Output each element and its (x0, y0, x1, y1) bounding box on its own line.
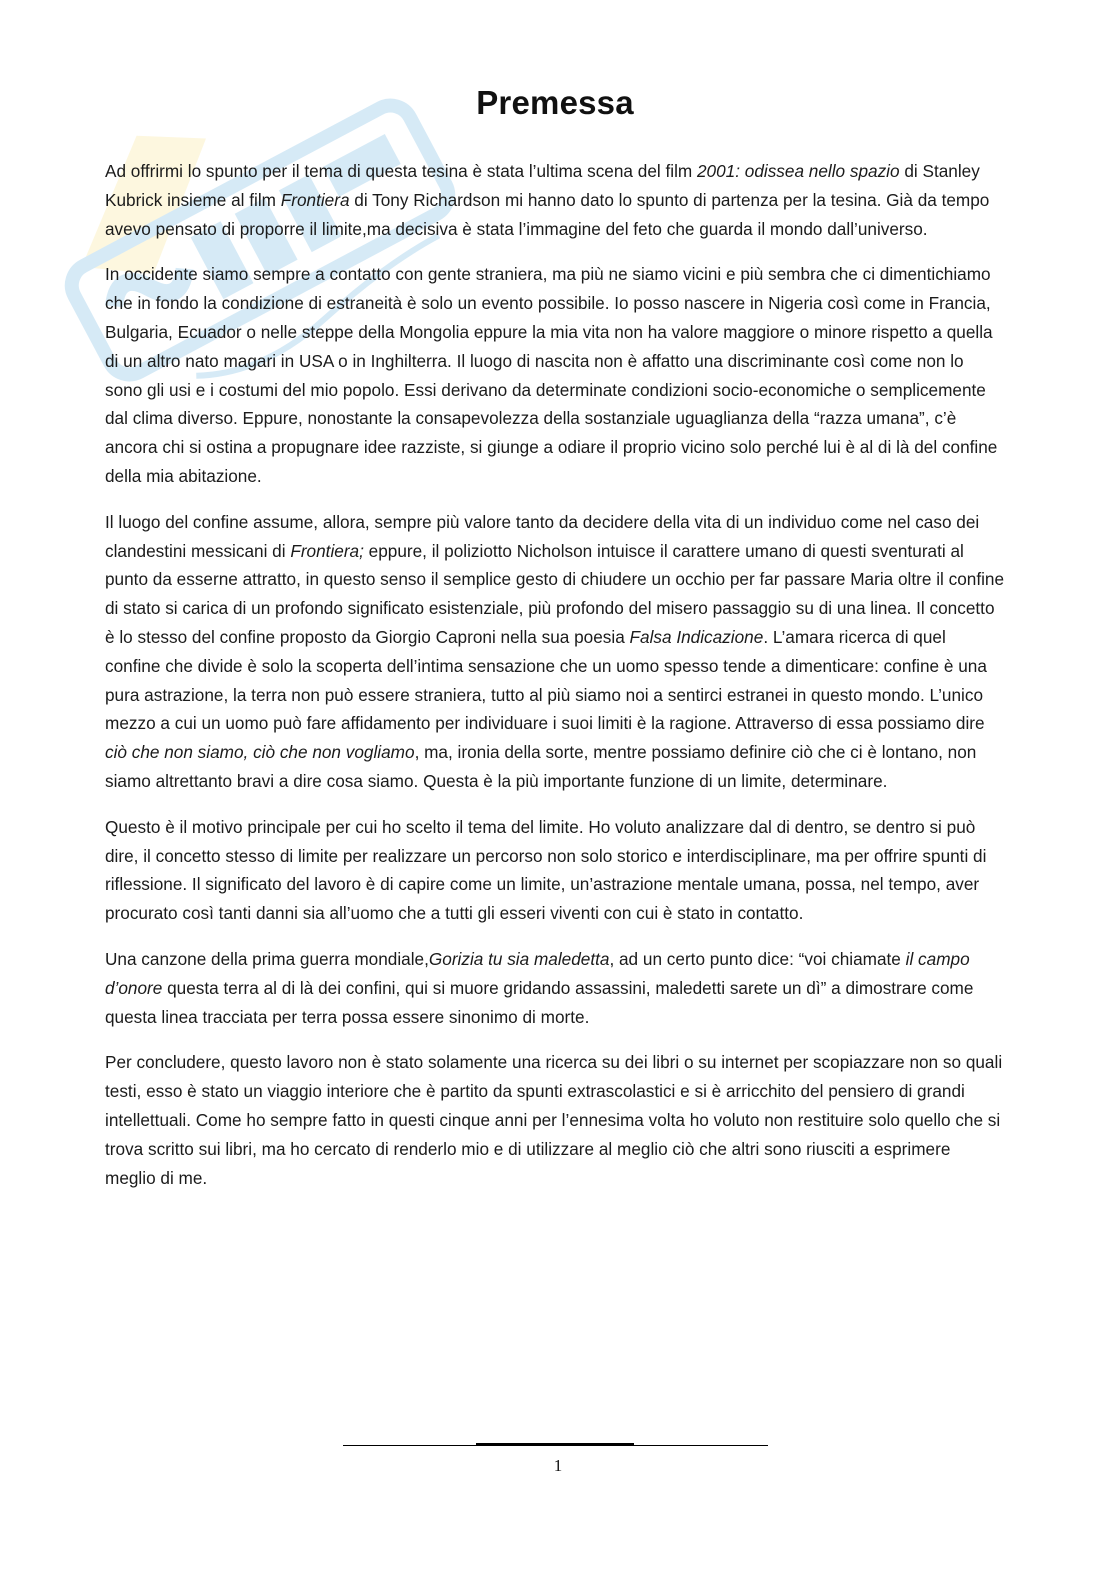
italic-title: ciò che non siamo, ciò che non vogliamo (105, 742, 415, 763)
italic-title: Gorizia tu sia maledetta (428, 948, 610, 969)
text-run: Per concludere, questo lavoro non è stato solamente una ricerca su dei libri o su internet per scopiazzare non so quali testi, esso è stato un viaggio interiore che è partito da spunti extrascolastici e si è arricchito del pensiero di grandi intellettuali. Come ho sempre fatto in questi cinque anni per l’ennesima volta ho voluto non restituire solo quello che si trova scritto sui libri, ma ho cercato di renderlo mio e di utilizzare al meglio ciò che altri sono riusciti a esprimere meglio di me. (105, 1052, 1003, 1188)
page-number: 1 (553, 1456, 563, 1475)
italic-title: Falsa Indicazione (629, 626, 764, 647)
text-run: questa terra al di là dei confini, qui si muore gridando assassini, maledetti sarete un dì” a dimostrare come questa linea tracciata per terra possa essere sinonimo di morte. (105, 977, 974, 1027)
footer-rule-accent (476, 1443, 634, 1445)
paragraph (105, 508, 1005, 796)
text-run: . L’amara ricerca di quel confine che divide è solo la scoperta dell’intima sensazione che un uomo spesso tende a dimenticare: confine è una pura astrazione, la terra non può essere straniera, tutto al più siamo noi a sentirci estranei in questo mondo. L’unico mezzo a cui un uomo può fare affidamento per individuare i suoi limiti è la ragione. Attraverso di essa possiamo dire (105, 626, 987, 734)
paragraph (105, 1048, 1005, 1192)
text-run: In occidente siamo sempre a contatto con gente straniera, ma più ne siamo vicini e più sembra che ci dimentichiamo che in fondo la condizione di estraneità è solo un evento possibile. Io posso nascere in Nigeria così come in Francia, Bulgaria, Ecuador o nelle steppe della Mongolia eppure la mia vita non ha valore maggiore o minore rispetto a quella di un altro nato magari in USA o in Inghilterra. Il luogo di nascita non è affatto una discriminante così come non lo sono gli usi e i costumi del mio popolo. Essi derivano da determinate condizioni socio-economiche o semplicemente dal clima diverso. Eppure, nonostante la consapevolezza della sostanziale uguaglianza della “razza umana”, c’è ancora chi si ostina a propugnare idee razziste, si giunge a odiare il proprio vicino solo perché lui è al di là del confine della mia abitazione. (105, 264, 998, 486)
paragraph (105, 813, 1005, 928)
document-page (105, 80, 1005, 1209)
text-run: di Stanley Kubrick insieme al film (105, 161, 980, 210)
footer-rule (343, 1445, 768, 1446)
paragraph (105, 260, 1005, 490)
paragraph (105, 945, 1005, 1031)
text-run: di Tony Richardson mi hanno dato lo spunto di partenza per la tesina. Già da tempo avevo pensato di proporre il limite,ma decisiva è stata l’immagine del feto che guarda il mondo dall’universo. (105, 189, 990, 239)
text-run: Una canzone della prima guerra mondiale, (105, 948, 429, 969)
text-run: , ma, ironia della sorte, mentre possiamo definire ciò che ci è lontano, non siamo altrettanto bravi a dire cosa siamo. Questa è la più importante funzione di un limite, determinare. (105, 742, 977, 791)
text-run: eppure, il poliziotto Nicholson intuisce il carattere umano di questi sventurati al punto da esserne attratto, in questo senso il semplice gesto di chiudere un occhio per far passare Maria oltre il confine di stato si carica di un profondo significato esistenziale, più profondo del misero passaggio su di una linea. Il concetto è lo stesso del confine proposto da Giorgio Caproni nella sua poesia (105, 540, 1005, 647)
text-run: Il luogo del confine assume, allora, sempre più valore tanto da decidere della vita di un individuo come nel caso dei clandestini messicani di (105, 511, 980, 561)
italic-title: il campo d’onore (105, 948, 970, 998)
page-title: Premessa (476, 84, 634, 121)
italic-title: Frontiera (280, 189, 350, 210)
text-run: Questo è il motivo principale per cui ho scelto il tema del limite. Ho voluto analizzare dal di dentro, se dentro si può dire, il concetto stesso di limite per realizzare un percorso non solo storico e interdisciplinare, ma per offrire spunti di riflessione. Il significato del lavoro è di capire come un limite, un’astrazione mentale umana, possa, nel tempo, aver procurato così tanti danni sia all’uomo che a tutti gli esseri viventi con cui è stato in contatto. (105, 816, 987, 924)
italic-title: Frontiera; (290, 540, 364, 561)
text-run: Ad offrirmi lo spunto per il tema di questa tesina è stata l’ultima scena del film (105, 161, 697, 181)
italic-title: 2001: odissea nello spazio (696, 161, 900, 181)
text-run: , ad un certo punto dice: “voi chiamate (609, 948, 906, 969)
paragraph (105, 157, 1005, 243)
document-body (105, 157, 1005, 1192)
